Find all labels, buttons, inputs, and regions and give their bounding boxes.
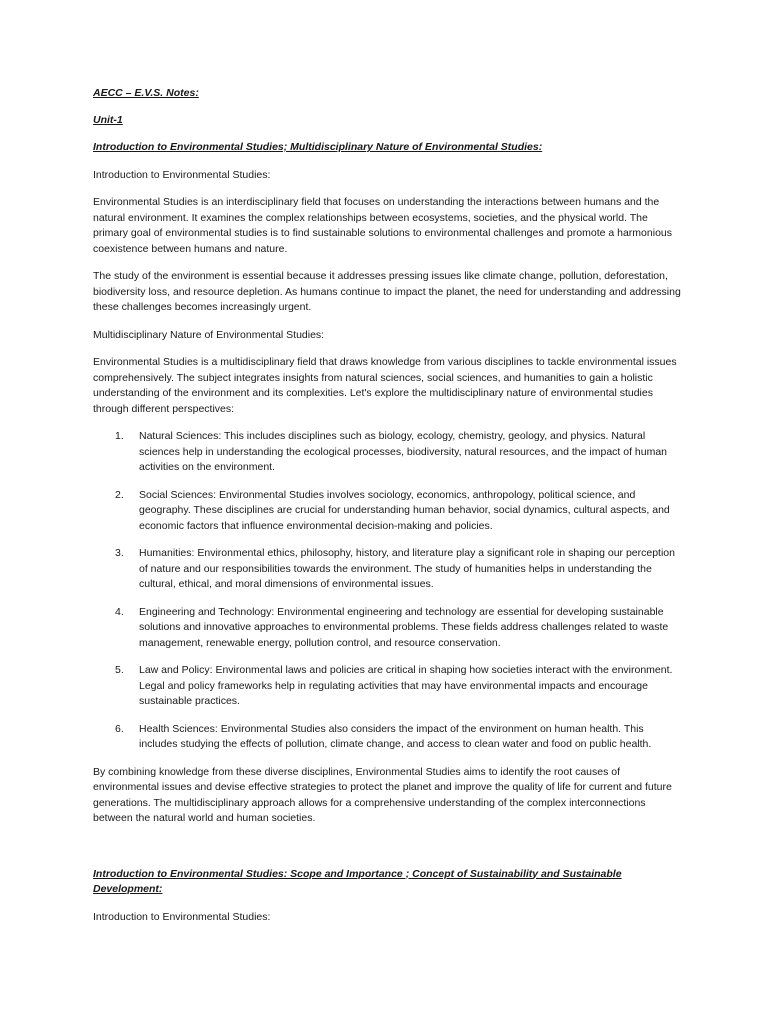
paragraph-1: Environmental Studies is an interdisciplinary field that focuses on understanding the interactions between humans and the natural environment. It examines the complex relationships between ecosystems, societies, and the physical world. The primary goal of environmental studies is to find sustainable solutions to environmental challenges and promote a harmonious coexistence between humans and nature.	[93, 196, 672, 255]
list-item	[93, 546, 683, 593]
subheading-multidisciplinary: Multidisciplinary Nature of Environmental Studies:	[93, 328, 325, 341]
spacer	[93, 839, 683, 867]
list-number: 5.	[115, 664, 124, 676]
list-number: 1.	[115, 430, 124, 442]
document-page	[93, 86, 683, 937]
paragraph-4: By combining knowledge from these diverse disciplines, Environmental Studies aims to identify the root causes of environmental issues and devise effective strategies to protect the planet and improve the quality of life for current and future generations. The multidisciplinary approach allows for a comprehensive understanding of the complex interconnections between the natural world and human societies.	[93, 765, 672, 824]
numbered-list	[93, 429, 683, 753]
list-text: Engineering and Technology: Environmental engineering and technology are essential for developing sustainable solutions and innovative approaches to environmental problems. These fields address challenges related to waste management, renewable energy, pollution control, and resource conservation.	[139, 605, 669, 649]
subheading-introduction: Introduction to Environmental Studies:	[93, 168, 271, 181]
list-number: 3.	[115, 547, 124, 559]
list-item	[93, 605, 683, 652]
paragraph-2: The study of the environment is essential because it addresses pressing issues like climate change, pollution, deforestation, biodiversity loss, and resource depletion. As humans continue to impact the planet, the need for understanding and addressing these challenges becomes increasingly urgent.	[93, 270, 681, 313]
list-number: 6.	[115, 722, 124, 735]
list-text: Health Sciences: Environmental Studies also considers the impact of the environment on human health. This includes studying the effects of pollution, climate change, and access to clean water and food on public health.	[139, 722, 652, 750]
unit-heading: Unit-1	[93, 113, 123, 126]
list-item	[93, 488, 683, 535]
list-text: Humanities: Environmental ethics, philosophy, history, and literature play a significant role in shaping our perception of nature and our responsibilities towards the environment. The study of humanities helps in understanding the cultural, ethical, and moral dimensions of environmental issues.	[139, 547, 675, 590]
list-number: 2.	[115, 488, 124, 501]
document-title: AECC – E.V.S. Notes:	[93, 87, 199, 99]
list-number: 4.	[115, 605, 124, 618]
list-item	[93, 722, 683, 753]
list-text: Natural Sciences: This includes disciplines such as biology, ecology, chemistry, geology, and physics. Natural sciences help in understanding the ecological processes, biodiversity, natural resources, and the impact of human activities on the environment.	[139, 430, 668, 473]
list-text: Law and Policy: Environmental laws and policies are critical in shaping how societies interact with the environment. Legal and policy frameworks help in regulating activities that may have environmental impacts and encourage sustainable practices.	[139, 664, 673, 707]
list-item	[93, 429, 683, 476]
paragraph-3: Environmental Studies is a multidisciplinary field that draws knowledge from various disciplines to tackle environmental issues comprehensively. The subject integrates insights from natural sciences, social sciences, and humanities to gain a holistic understanding of the environment and its complexities. Let's explore the multidisciplinary nature of environmental studies through different perspectives:	[93, 356, 677, 415]
section-heading-2: Introduction to Environmental Studies: Scope and Importance ; Concept of Sustainability and Sustainable Development:	[93, 867, 622, 895]
subheading-introduction-2: Introduction to Environmental Studies:	[93, 910, 271, 923]
section-heading-1: Introduction to Environmental Studies; Multidisciplinary Nature of Environmental Studies:	[93, 141, 543, 153]
list-text: Social Sciences: Environmental Studies involves sociology, economics, anthropology, political science, and geography. These disciplines are crucial for understanding human behavior, social dynamics, cultural aspects, and economic factors that influence environmental decision-making and policies.	[139, 488, 670, 532]
list-item	[93, 663, 683, 710]
